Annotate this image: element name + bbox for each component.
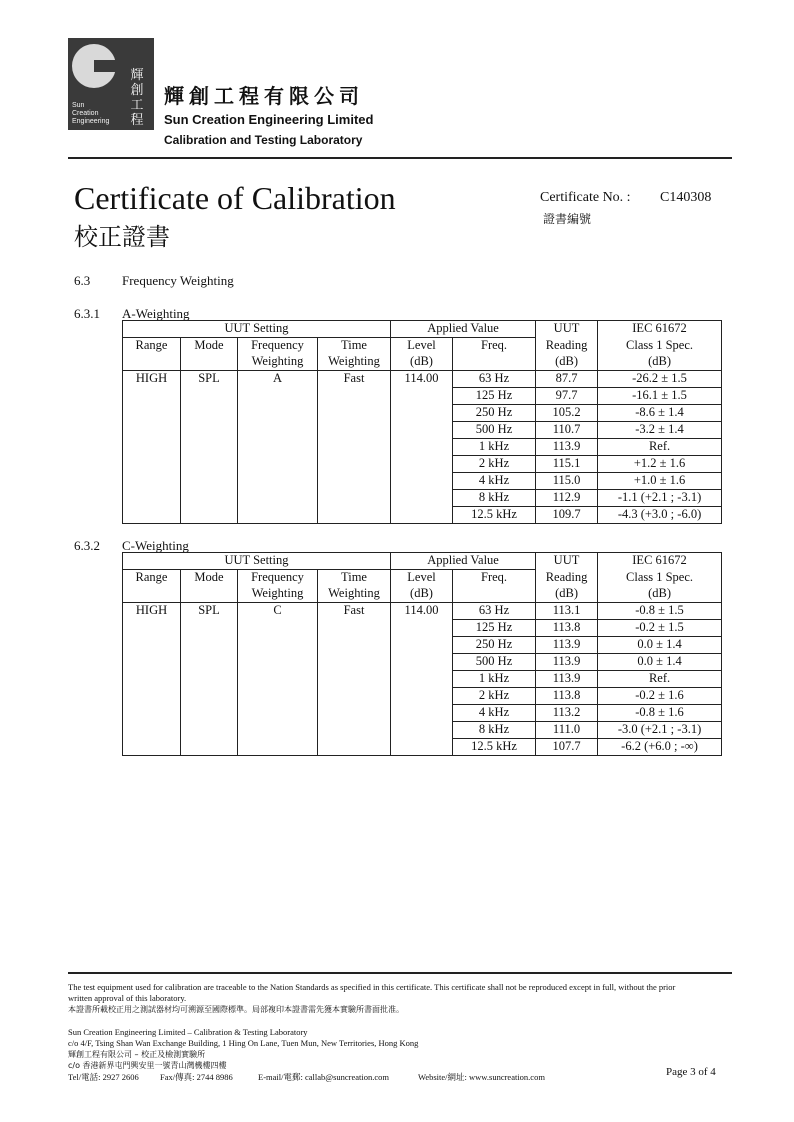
- level-unit-header: (dB): [391, 354, 453, 371]
- footer-company-chinese: 輝創工程有限公司 – 校正及檢測實驗所: [68, 1050, 206, 1059]
- section-number: 6.3: [74, 273, 91, 288]
- level-value: 114.00: [391, 371, 453, 388]
- spec-cell: -3.2 ± 1.4: [598, 422, 722, 439]
- level-header: Level: [391, 338, 453, 355]
- reading-unit-header: (dB): [536, 586, 598, 603]
- logo-english-text: Sun Creation Engineering: [72, 102, 110, 125]
- spec-header: Class 1 Spec.: [598, 338, 722, 355]
- mode-header: Mode: [181, 570, 238, 587]
- footer-fax: Fax/傳真: 2744 8986: [160, 1072, 233, 1082]
- spec-cell: +1.0 ± 1.6: [598, 473, 722, 490]
- footer-address: c/o 4/F, Tsing Shan Wan Exchange Building, 1 Hing On Lane, Tuen Mun, New Territories, Hong Kong: [68, 1038, 419, 1048]
- spec-cell: +1.2 ± 1.6: [598, 456, 722, 473]
- time-weighting-header: Time: [318, 570, 391, 587]
- freq-cell: 1 kHz: [453, 439, 536, 456]
- time-weighting-header: Time: [318, 338, 391, 355]
- spec-cell: -0.2 ± 1.6: [598, 688, 722, 705]
- uut-header: UUT: [536, 321, 598, 338]
- spec-cell: -4.3 (+3.0 ; -6.0): [598, 507, 722, 524]
- range-value: HIGH: [123, 603, 181, 620]
- certificate-title-chinese: 校正證書: [74, 223, 170, 251]
- level-unit-header: (dB): [391, 586, 453, 603]
- footer-divider: [68, 972, 732, 974]
- reading-cell: 109.7: [536, 507, 598, 524]
- a-weighting-table: [122, 320, 722, 524]
- footer-company: Sun Creation Engineering Limited – Calibration & Testing Laboratory: [68, 1027, 308, 1037]
- mode-value: SPL: [181, 371, 238, 388]
- freq-cell: 12.5 kHz: [453, 507, 536, 524]
- reading-cell: 97.7: [536, 388, 598, 405]
- applied-value-header: Applied Value: [391, 553, 536, 570]
- certificate-number: C140308: [660, 190, 712, 205]
- freq-cell: 2 kHz: [453, 456, 536, 473]
- footer-telephone: Tel/電話: 2927 2606: [68, 1072, 139, 1082]
- range-header: Range: [123, 338, 181, 355]
- iec-header: IEC 61672: [598, 321, 722, 338]
- spec-cell: Ref.: [598, 439, 722, 456]
- spec-unit-header: (dB): [598, 586, 722, 603]
- section-title: Frequency Weighting: [122, 273, 234, 288]
- spec-cell: -8.6 ± 1.4: [598, 405, 722, 422]
- frequency-weighting-header: Frequency: [238, 570, 318, 587]
- c-weighting-table: [122, 552, 722, 756]
- subsection-title-a: A-Weighting: [122, 306, 190, 321]
- traceability-note: The test equipment used for calibration are traceable to the Nation Standards as specified in this certificate. This certificate shall not be reproduced except in full, without the prior: [68, 982, 676, 992]
- freq-cell: 12.5 kHz: [453, 739, 536, 756]
- company-name-english: Sun Creation Engineering Limited: [164, 112, 374, 127]
- subsection-title-c: C-Weighting: [122, 538, 189, 553]
- spec-cell: -0.8 ± 1.5: [598, 603, 722, 620]
- company-logo: [68, 38, 154, 130]
- iec-header: IEC 61672: [598, 553, 722, 570]
- reading-cell: 113.9: [536, 637, 598, 654]
- laboratory-name: Calibration and Testing Laboratory: [164, 133, 363, 147]
- frequency-weighting-header-2: Weighting: [238, 586, 318, 603]
- mode-value: SPL: [181, 603, 238, 620]
- freq-header: Freq.: [453, 570, 536, 587]
- reading-cell: 113.9: [536, 671, 598, 688]
- range-value: HIGH: [123, 371, 181, 388]
- reading-cell: 105.2: [536, 405, 598, 422]
- reading-cell: 110.7: [536, 422, 598, 439]
- subsection-number-a: 6.3.1: [74, 306, 100, 321]
- reading-cell: 107.7: [536, 739, 598, 756]
- freq-cell: 250 Hz: [453, 637, 536, 654]
- reading-header: Reading: [536, 570, 598, 587]
- freq-cell: 125 Hz: [453, 620, 536, 637]
- freq-cell: 63 Hz: [453, 603, 536, 620]
- certificate-number-label-chinese: 證書編號: [543, 212, 592, 226]
- reading-cell: 113.2: [536, 705, 598, 722]
- freq-cell: 250 Hz: [453, 405, 536, 422]
- spec-cell: -0.2 ± 1.5: [598, 620, 722, 637]
- freq-cell: 500 Hz: [453, 654, 536, 671]
- time-weighting-value: Fast: [318, 371, 391, 388]
- reading-cell: 111.0: [536, 722, 598, 739]
- page-number: Page 3 of 4: [666, 1066, 716, 1078]
- range-header: Range: [123, 570, 181, 587]
- freq-cell: 63 Hz: [453, 371, 536, 388]
- spec-cell: -3.0 (+2.1 ; -3.1): [598, 722, 722, 739]
- reading-cell: 113.9: [536, 439, 598, 456]
- mode-header: Mode: [181, 338, 238, 355]
- freq-cell: 2 kHz: [453, 688, 536, 705]
- freq-cell: 4 kHz: [453, 473, 536, 490]
- footer-address-chinese: c/o 香港新界屯門興安里一號青山灣機樓四樓: [68, 1061, 227, 1070]
- weighting-value: A: [238, 371, 318, 388]
- level-header: Level: [391, 570, 453, 587]
- freq-cell: 8 kHz: [453, 722, 536, 739]
- logo-chinese-text: 輝 創 工 程: [130, 68, 144, 128]
- time-weighting-header-2: Weighting: [318, 586, 391, 603]
- reading-cell: 87.7: [536, 371, 598, 388]
- spec-cell: -6.2 (+6.0 ; -∞): [598, 739, 722, 756]
- spec-unit-header: (dB): [598, 354, 722, 371]
- spec-cell: 0.0 ± 1.4: [598, 637, 722, 654]
- certificate-number-label: Certificate No. :: [540, 190, 631, 205]
- spec-cell: Ref.: [598, 671, 722, 688]
- freq-cell: 125 Hz: [453, 388, 536, 405]
- footer-email[interactable]: E-mail/電郵: callab@suncreation.com: [258, 1072, 390, 1082]
- spec-cell: -1.1 (+2.1 ; -3.1): [598, 490, 722, 507]
- freq-cell: 1 kHz: [453, 671, 536, 688]
- subsection-number-c: 6.3.2: [74, 538, 100, 553]
- level-value: 114.00: [391, 603, 453, 620]
- frequency-weighting-header: Frequency: [238, 338, 318, 355]
- time-weighting-value: Fast: [318, 603, 391, 620]
- spec-cell: 0.0 ± 1.4: [598, 654, 722, 671]
- uut-setting-header: UUT Setting: [123, 553, 391, 570]
- certificate-title: Certificate of Calibration: [74, 180, 396, 216]
- reading-cell: 113.8: [536, 688, 598, 705]
- reading-cell: 113.1: [536, 603, 598, 620]
- applied-value-header: Applied Value: [391, 321, 536, 338]
- reading-cell: 112.9: [536, 490, 598, 507]
- time-weighting-header-2: Weighting: [318, 354, 391, 371]
- spec-header: Class 1 Spec.: [598, 570, 722, 587]
- spec-cell: -0.8 ± 1.6: [598, 705, 722, 722]
- freq-cell: 500 Hz: [453, 422, 536, 439]
- weighting-value: C: [238, 603, 318, 620]
- freq-cell: 4 kHz: [453, 705, 536, 722]
- reading-cell: 115.0: [536, 473, 598, 490]
- uut-header: UUT: [536, 553, 598, 570]
- frequency-weighting-header-2: Weighting: [238, 354, 318, 371]
- spec-cell: -26.2 ± 1.5: [598, 371, 722, 388]
- reading-cell: 113.8: [536, 620, 598, 637]
- spec-cell: -16.1 ± 1.5: [598, 388, 722, 405]
- freq-cell: 8 kHz: [453, 490, 536, 507]
- header-divider: [68, 157, 732, 159]
- freq-header: Freq.: [453, 338, 536, 355]
- company-name-chinese: 輝創工程有限公司: [164, 84, 364, 108]
- reading-cell: 115.1: [536, 456, 598, 473]
- uut-setting-header: UUT Setting: [123, 321, 391, 338]
- reading-cell: 113.9: [536, 654, 598, 671]
- reading-unit-header: (dB): [536, 354, 598, 371]
- traceability-note-2: written approval of this laboratory.: [68, 993, 187, 1003]
- reading-header: Reading: [536, 338, 598, 355]
- traceability-note-chinese: 本證書所載校正用之測試器材均可溯源至國際標準。局部複印本證書需先獲本實驗所書面批准。: [68, 1005, 404, 1014]
- footer-website[interactable]: Website/網址: www.suncreation.com: [418, 1072, 545, 1082]
